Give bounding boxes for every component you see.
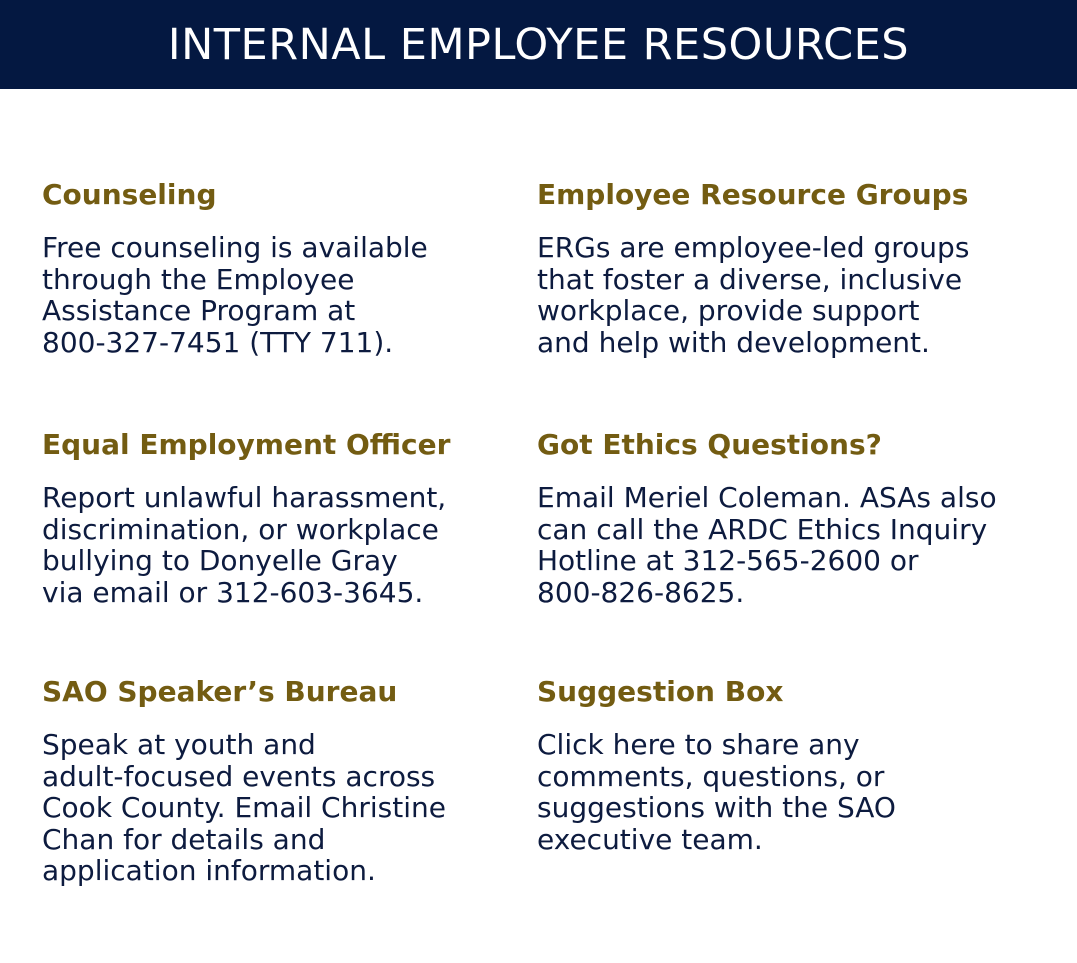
description-line: can call the ARDC Ethics Inquiry bbox=[537, 512, 988, 546]
description-line: Chan for details and bbox=[42, 822, 326, 856]
description-line: Cook County. Email Christine bbox=[42, 791, 446, 824]
description-line: ERGs are employee-led groups bbox=[537, 231, 970, 264]
description-line: suggestions with the SAO bbox=[537, 791, 896, 824]
resource-employee-resource-groups[interactable] bbox=[537, 178, 1037, 358]
resource-description bbox=[537, 232, 1037, 358]
description-line: bullying to Donyelle Gray bbox=[42, 544, 398, 577]
resource-description bbox=[42, 232, 542, 358]
resource-title: Equal Employment Officer bbox=[42, 428, 451, 461]
resource-description bbox=[537, 482, 1037, 608]
description-line: Assistance Program at bbox=[42, 294, 356, 327]
resource-title: Suggestion Box bbox=[537, 675, 784, 708]
description-line: executive team. bbox=[537, 822, 763, 856]
page-title: INTERNAL EMPLOYEE RESOURCES bbox=[167, 19, 910, 70]
description-line: that foster a diverse, inclusive bbox=[537, 262, 963, 296]
resource-title: Got Ethics Questions? bbox=[537, 428, 882, 461]
resource-ethics-questions[interactable] bbox=[537, 428, 1037, 608]
resource-equal-employment-officer[interactable] bbox=[42, 428, 542, 608]
description-line: Report unlawful harassment, bbox=[42, 481, 447, 514]
description-line: through the Employee bbox=[42, 262, 355, 296]
description-line: discrimination, or workplace bbox=[42, 512, 439, 546]
page-header bbox=[0, 0, 1077, 89]
description-line: and help with development. bbox=[537, 325, 930, 359]
description-line: Click here to share any bbox=[537, 728, 860, 761]
resource-title: Counseling bbox=[42, 178, 217, 211]
description-line: Email Meriel Coleman. ASAs also bbox=[537, 481, 997, 514]
resource-speakers-bureau[interactable] bbox=[42, 675, 542, 887]
resource-description bbox=[537, 729, 1037, 855]
description-line: Hotline at 312-565-2600 or bbox=[537, 544, 919, 577]
resource-title: SAO Speaker’s Bureau bbox=[42, 675, 398, 708]
description-line: comments, questions, or bbox=[537, 759, 885, 793]
resource-title: Employee Resource Groups bbox=[537, 178, 969, 211]
description-line: workplace, provide support bbox=[537, 294, 920, 327]
resource-description bbox=[42, 482, 542, 608]
resource-suggestion-box[interactable] bbox=[537, 675, 1037, 855]
description-line: 800-826-8625. bbox=[537, 575, 745, 609]
description-line: application information. bbox=[42, 854, 376, 887]
description-line: via email or 312-603-3645. bbox=[42, 575, 424, 609]
resource-counseling[interactable] bbox=[42, 178, 542, 358]
description-line: adult-focused events across bbox=[42, 759, 436, 793]
description-line: Free counseling is available bbox=[42, 231, 428, 264]
description-line: Speak at youth and bbox=[42, 728, 316, 761]
resource-description bbox=[42, 729, 542, 887]
description-line: 800-327-7451 (TTY 711). bbox=[42, 325, 394, 359]
